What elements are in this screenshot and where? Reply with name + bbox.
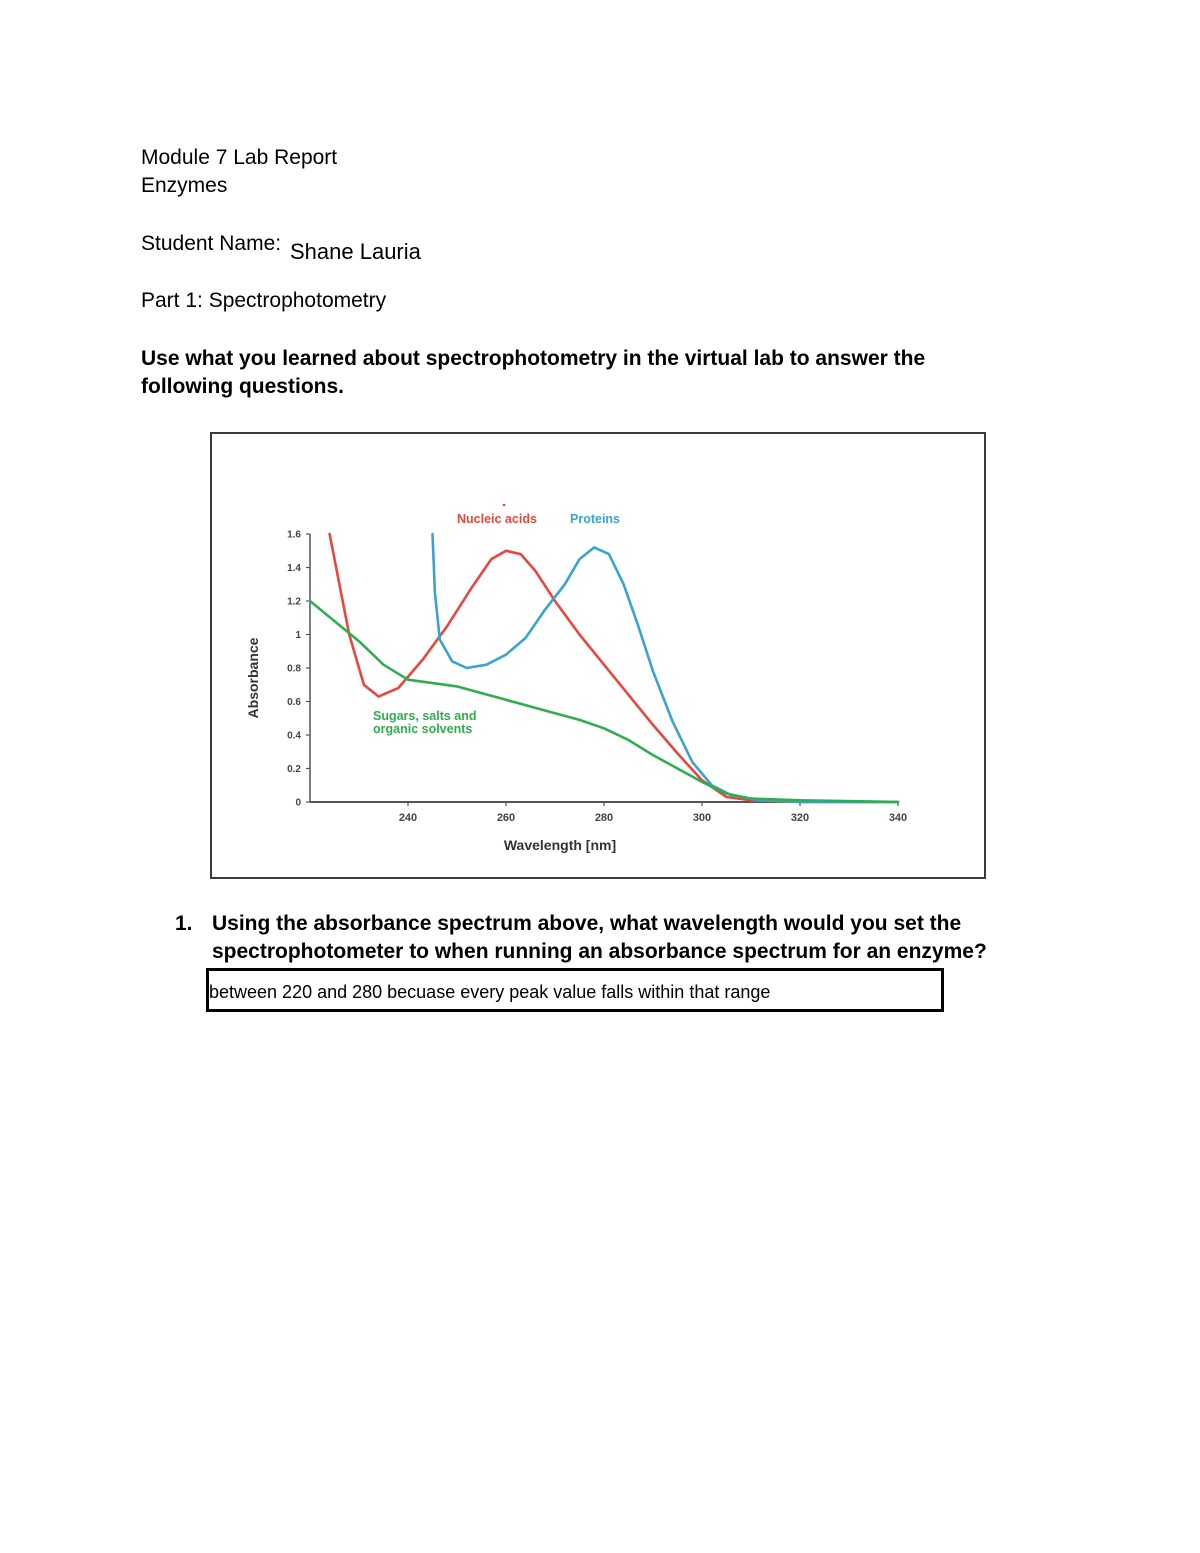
y-tick-label: 0.4 xyxy=(287,730,301,742)
x-tick-label: 340 xyxy=(888,812,908,824)
x-tick-label: 320 xyxy=(790,812,810,824)
absorbance-chart xyxy=(212,434,984,877)
chart-legend xyxy=(373,504,620,736)
sugars-line xyxy=(310,601,898,802)
y-tick-label: 1.4 xyxy=(287,563,301,574)
question1-text: Using the absorbance spectrum above, what wavelength would you set the spectrophotometer to when running an absorbance spectrum for an enzyme? xyxy=(212,912,987,963)
legend-sugars-line2: organic solvents xyxy=(373,722,473,736)
absorbance-chart-frame xyxy=(210,432,986,879)
y-axis-label: Absorbance xyxy=(245,637,261,719)
y-tick-label: 1.6 xyxy=(287,529,301,541)
legend-proteins: Proteins xyxy=(570,512,621,526)
x-tick-label: 260 xyxy=(496,812,516,824)
part1-heading: Part 1: Spectrophotometry xyxy=(141,289,387,312)
x-tick-label: 240 xyxy=(398,812,418,824)
chart-lines xyxy=(310,534,898,802)
student-name-label: Student Name: xyxy=(141,232,282,255)
answer-box[interactable] xyxy=(206,968,944,1012)
answer-text[interactable]: between 220 and 280 becuase every peak value falls within that range xyxy=(209,982,771,1002)
y-tick-label: 1 xyxy=(295,630,301,641)
x-tick-label: 300 xyxy=(692,812,712,824)
instruction-text: Use what you learned about spectrophotometry in the virtual lab to answer the following questions. xyxy=(141,347,926,398)
legend-sugars-line1: Sugars, salts and xyxy=(373,709,477,723)
topic-title: Enzymes xyxy=(141,174,228,197)
chart-axes xyxy=(245,530,907,854)
y-tick-label: 0 xyxy=(295,797,301,809)
question1-number: 1. xyxy=(175,912,193,935)
legend-nucleic-acids: Nucleic acids xyxy=(457,512,537,526)
legend-dot xyxy=(503,504,506,507)
student-name-field[interactable]: Shane Lauria xyxy=(290,239,421,264)
x-axis-label: Wavelength [nm] xyxy=(503,837,617,853)
y-tick-label: 0.2 xyxy=(287,764,301,775)
x-tick-label: 280 xyxy=(594,812,614,824)
y-tick-label: 1.2 xyxy=(287,596,301,608)
nucleic-acids-line xyxy=(330,534,898,802)
module-title: Module 7 Lab Report xyxy=(141,146,338,169)
y-tick-label: 0.8 xyxy=(287,663,301,675)
y-tick-label: 0.6 xyxy=(287,697,301,708)
